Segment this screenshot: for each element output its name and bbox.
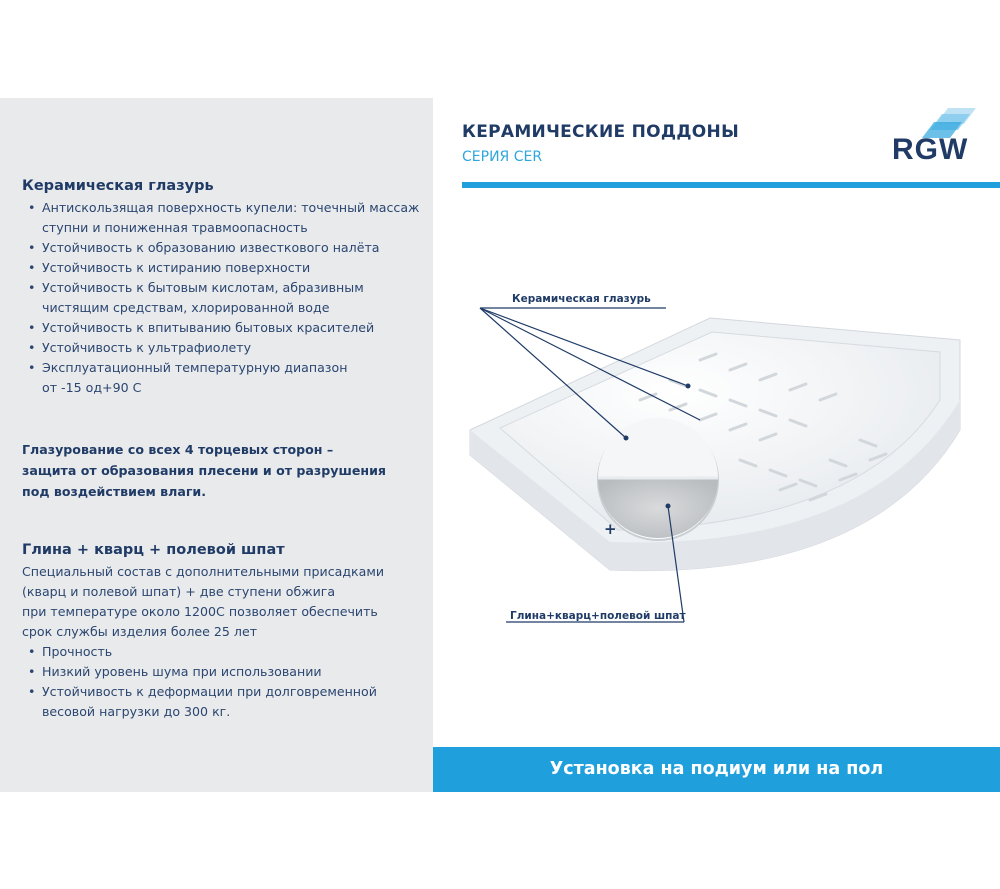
list-item: • Устойчивость к бытовым кислотам, абразивным чистящим средствам, хлорированной воде: [22, 278, 419, 318]
glaze-features-list: [22, 198, 419, 398]
list-item: • Устойчивость к деформации при долговременной весовой нагрузки до 300 кг.: [22, 682, 377, 722]
list-item: • Устойчивость к образованию известкового налёта: [22, 238, 419, 258]
page-title: КЕРАМИЧЕСКИЕ ПОДДОНЫ: [462, 122, 740, 142]
body-callout-label: Глина+кварц+полевой шпат: [510, 610, 686, 622]
left-info-panel: [0, 98, 433, 792]
header-accent-bar: [462, 182, 1000, 188]
footer-text: Установка на подиум или на пол: [549, 759, 884, 779]
glaze-callout-label: Керамическая глазурь: [512, 293, 651, 305]
composition-section-title: Глина + кварц + полевой шпат: [22, 542, 285, 558]
shower-tray-illustration: [440, 280, 1000, 640]
list-item: • Прочность: [22, 642, 377, 662]
list-item: • Антискользящая поверхность купели: точечный массаж ступни и пониженная травмоопасность: [22, 198, 419, 238]
glazing-note: Глазурование со всех 4 торцевых сторон – защита от образования плесени и от разрушения под воздействием влаги.: [22, 442, 386, 499]
composition-features-list: [22, 642, 377, 722]
plus-sign: +: [604, 520, 617, 538]
page-subtitle: СЕРИЯ CER: [462, 149, 543, 165]
list-item: • Эксплуатационный температурную диапазон от -15 од+90 С: [22, 358, 419, 398]
logo-text: RGW: [892, 133, 969, 166]
list-item: • Устойчивость к впитыванию бытовых красителей: [22, 318, 419, 338]
glaze-section-title: Керамическая глазурь: [22, 178, 214, 194]
footer-banner: [433, 747, 1000, 792]
rgw-logo-icon: [868, 100, 980, 170]
list-item: • Устойчивость к истиранию поверхности: [22, 258, 419, 278]
list-item: • Низкий уровень шума при использовании: [22, 662, 377, 682]
composition-paragraph: Специальный состав с дополнительными присадками (кварц и полевой шпат) + две ступени обжига при температуре около 1200С позволяет обеспечить срок службы изделия более 25 лет: [22, 564, 385, 639]
list-item: • Устойчивость к ультрафиолету: [22, 338, 419, 358]
